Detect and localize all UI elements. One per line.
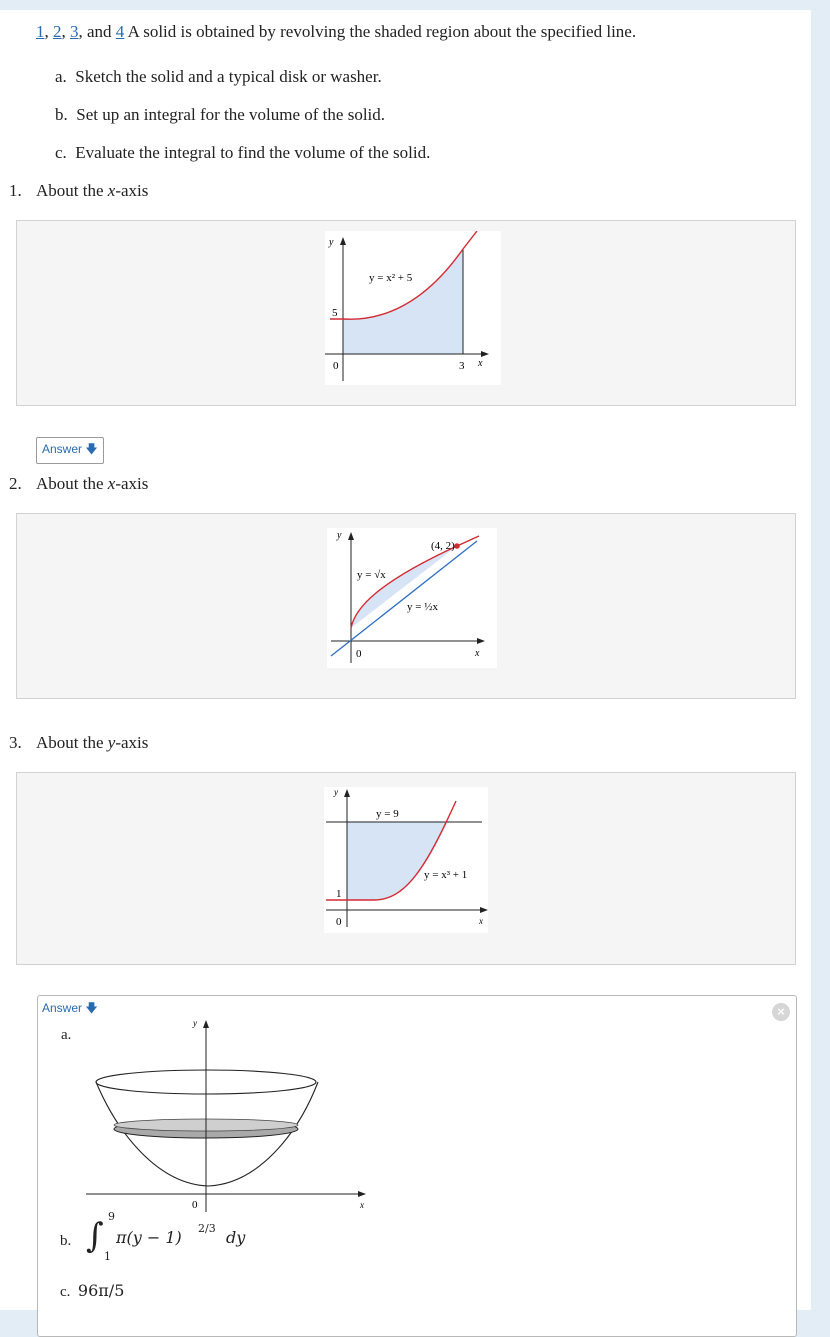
arrow-down-icon: 🡇 <box>85 442 98 456</box>
answer-button-1[interactable] <box>36 437 104 464</box>
ref-link-4[interactable]: 4 <box>115 22 125 41</box>
part-letter: a. <box>55 67 67 86</box>
exponent: 2/3 <box>198 1222 216 1235</box>
x-label: x <box>478 358 483 369</box>
exercise-number: 1. <box>9 181 22 200</box>
sep: , and <box>78 22 116 41</box>
exercise-prefix: About the <box>36 181 108 200</box>
solid-sketch <box>78 1014 378 1214</box>
answer-panel <box>37 995 797 1337</box>
shaded-region <box>351 546 457 628</box>
curve-label: y = x² + 5 <box>369 272 413 284</box>
part-a <box>55 67 382 87</box>
part-letter: c. <box>55 143 67 162</box>
x-axis-arrow <box>481 351 489 357</box>
part-c <box>55 143 430 163</box>
answer-label: Answer <box>42 442 83 456</box>
exercise-suffix: -axis <box>115 733 149 752</box>
intro-statement: A solid is obtained by revolving the shaded region about the specified line. <box>124 22 637 41</box>
ref-link-2[interactable]: 2 <box>53 22 62 41</box>
part-text: Evaluate the integral to find the volume of the solid. <box>75 143 431 162</box>
y-label: y <box>334 787 338 797</box>
answer-c-value: 96π/5 <box>77 1281 125 1300</box>
tick-zero: 0 <box>356 648 362 660</box>
x-label: x <box>479 916 483 926</box>
integral-expression <box>86 1210 286 1264</box>
point-label: (4, 2) <box>431 540 455 552</box>
answer-c-label <box>60 1281 124 1301</box>
y-label: y <box>329 237 334 248</box>
tick-one: 1 <box>336 888 342 900</box>
curve-label-1: y = √x <box>357 569 386 581</box>
exercise-3-heading <box>9 733 148 753</box>
sep: , <box>61 22 70 41</box>
part-letter: b. <box>55 105 68 124</box>
sep: , <box>44 22 53 41</box>
axis-variable: x <box>107 181 116 200</box>
figure-3-graph <box>324 787 488 933</box>
lower-limit: 1 <box>104 1250 111 1263</box>
arrow-down-icon: 🡇 <box>85 1001 98 1015</box>
part-text: Set up an integral for the volume of the solid. <box>76 105 386 124</box>
answer-b-label: b. <box>60 1233 72 1249</box>
tick-zero: 0 <box>333 360 339 372</box>
x-axis-arrow <box>480 907 488 913</box>
close-icon[interactable]: × <box>772 1003 790 1021</box>
axis-variable: x <box>107 474 116 493</box>
part-text: Sketch the solid and a typical disk or washer. <box>75 67 382 86</box>
curve-sqrt <box>351 536 479 628</box>
y-axis-arrow <box>348 532 354 540</box>
y-label: y <box>193 1018 197 1028</box>
curve-label: y = x³ + 1 <box>424 869 468 881</box>
tick-zero: 0 <box>192 1199 198 1211</box>
figure-1-graph <box>325 231 501 385</box>
shaded-region <box>343 249 463 354</box>
figure-3-panel <box>16 772 796 965</box>
intersection-point <box>454 543 460 549</box>
intro-text <box>36 22 636 42</box>
page <box>0 10 811 1310</box>
figure-1-panel <box>16 220 796 406</box>
integral-sign: ∫ <box>86 1216 104 1256</box>
exercise-prefix: About the <box>36 733 108 752</box>
tick-three: 3 <box>459 360 465 372</box>
exercise-1-heading <box>9 181 148 201</box>
exercise-number: 2. <box>9 474 22 493</box>
y-axis-arrow <box>203 1020 209 1028</box>
x-label: x <box>360 1200 364 1210</box>
answer-label: Answer <box>42 1001 83 1015</box>
ref-link-1[interactable]: 1 <box>36 22 45 41</box>
differential: dy <box>226 1228 246 1247</box>
exercise-suffix: -axis <box>115 181 149 200</box>
axis-variable: y <box>107 733 116 752</box>
y-axis-arrow <box>340 237 346 245</box>
ref-link-3[interactable]: 3 <box>70 22 79 41</box>
tick-five: 5 <box>332 307 338 319</box>
curve-label-2: y = ½x <box>407 601 438 613</box>
exercise-number: 3. <box>9 733 22 752</box>
integrand: π(y − 1) <box>116 1228 182 1247</box>
exercise-prefix: About the <box>36 474 108 493</box>
figure-2-panel <box>16 513 796 699</box>
shaded-region <box>347 822 448 900</box>
tick-zero: 0 <box>336 916 342 928</box>
y-label: y <box>337 530 342 541</box>
y-axis-arrow <box>344 789 350 797</box>
part-b <box>55 105 385 125</box>
answer-a-label: a. <box>61 1027 72 1043</box>
upper-limit: 9 <box>108 1210 115 1223</box>
figure-2-graph <box>327 528 497 668</box>
answer-c-letter: c. <box>60 1284 71 1300</box>
x-axis-arrow <box>477 638 485 644</box>
line-half-x <box>331 541 477 656</box>
exercise-2-heading <box>9 474 148 494</box>
exercise-suffix: -axis <box>115 474 149 493</box>
x-axis-arrow <box>358 1191 366 1197</box>
line-label: y = 9 <box>376 808 399 820</box>
x-label: x <box>475 648 480 659</box>
